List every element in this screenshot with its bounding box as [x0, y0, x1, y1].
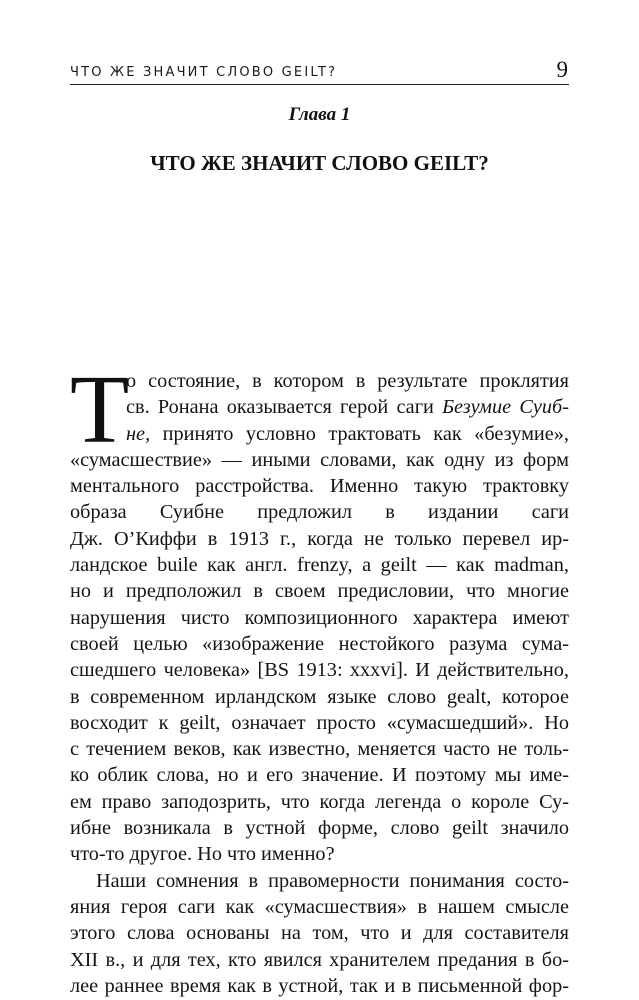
text-line: Дж. О’Киффи в 1913 г., когда не только перевел ир-: [70, 527, 569, 550]
chapter-title: ЧТО ЖЕ ЗНАЧИТ СЛОВО GEILT?: [150, 151, 489, 175]
body-text: [70, 356, 569, 999]
text-line: ко облик слова, но и его значение. И поэтому мы име-: [70, 764, 569, 787]
page-number: 9: [556, 57, 568, 82]
paragraph-1: [70, 356, 569, 868]
text-line: лее раннее время как в устной, так и в письменной фор-: [70, 974, 569, 997]
text-line: восходит к geilt, означает просто «сумасшедший». Но: [70, 711, 569, 734]
text-line: в современном ирландском языке слово gealt, которое: [70, 685, 569, 708]
drop-cap: Т: [70, 356, 130, 463]
book-title-italic: Безумие Суиб-: [442, 396, 569, 419]
text-line: ментального расстройства. Именно такую трактовку: [70, 475, 569, 498]
text-line: сшедшего человека» [BS 1913: xxxvi]. И действительно,: [70, 659, 569, 682]
text-line: яния героя саги как «сумасшествия» в нашем смысле: [70, 895, 569, 918]
text-line: образа Суибне предложил в издании саги: [70, 501, 569, 524]
text-line: этого слова основаны на том, что и для составителя: [70, 922, 569, 945]
text-line: но и предположил в своем предисловии, что многие: [70, 580, 569, 603]
paragraph-2: [70, 868, 569, 999]
text-line: своей целью «изображение нестойкого разума сума-: [70, 632, 569, 655]
chapter-label: Глава 1: [288, 104, 351, 125]
text-line: ландское buile как англ. frenzy, а geilt — как madman,: [70, 554, 569, 577]
running-header: [70, 58, 569, 85]
text-line: [70, 421, 569, 447]
running-title: ЧТО ЖЕ ЗНАЧИТ СЛОВО GEILT?: [70, 65, 338, 80]
text-line: ибне возникала в устной форме, слово geilt значило: [70, 817, 569, 840]
text-line: XII в., и для тех, кто явился хранителем предания в бо-: [70, 948, 569, 971]
text-line: Наши сомнения в правомерности понимания состо-: [96, 869, 569, 892]
text-line: «сумасшествие» — иными словами, как одну из форм: [70, 448, 569, 471]
text-span: принято условно трактовать как «безумие»,: [150, 422, 569, 445]
text-span: св. Ронана оказывается герой саги: [126, 396, 443, 419]
text-line: ем право заподозрить, что когда легенда о короле Су-: [70, 790, 569, 813]
text-line: с течением веков, как известно, меняется часто не толь-: [70, 738, 569, 761]
text-line: что-то другое. Но что именно?: [70, 843, 335, 866]
text-line: о состояние, в котором в результате проклятия: [126, 370, 569, 392]
text-line: [70, 394, 569, 420]
text-line: нарушения чисто композиционного характера имеют: [70, 606, 569, 629]
book-title-italic: не,: [126, 422, 151, 445]
